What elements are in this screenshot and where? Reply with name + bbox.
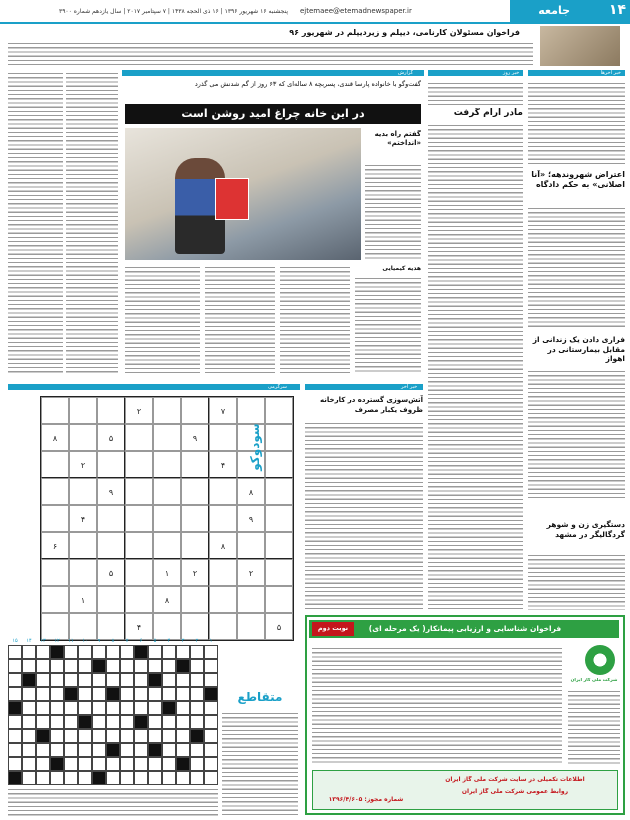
ad-footer-date: شماره مجوز: ۱۳۹۶/۴/۶۰۵: [328, 796, 404, 803]
middle-col-intro: [428, 80, 523, 106]
crossword-cell: [176, 771, 190, 785]
feature-section-bar: [122, 70, 424, 76]
crossword-cell: [106, 743, 120, 757]
sudoku-cell: [265, 505, 293, 532]
crossword-cell: [50, 659, 64, 673]
sudoku-cell: [69, 397, 97, 424]
poster-photo: [215, 178, 249, 220]
top-story-body: [8, 40, 533, 65]
sudoku-cell: [181, 478, 209, 505]
crossword-cell: [50, 673, 64, 687]
crossword-cell: [22, 715, 36, 729]
right-headline-2: فراری دادن یک زندانی از مقابل بیمارستانی در اهواز: [532, 335, 625, 363]
section-title: جامعه: [538, 4, 570, 17]
sudoku-cell: [265, 478, 293, 505]
right-col-brief-1: [528, 80, 625, 165]
crossword-cell: [22, 645, 36, 659]
ad-title: فراخوان شناسایی و ارزیابی پیمانکار( یک مرحله ای): [368, 624, 562, 633]
crossword-cell: [134, 645, 148, 659]
crossword-cell: [78, 673, 92, 687]
crossword-cell: [36, 715, 50, 729]
crossword-cell: [148, 659, 162, 673]
sudoku-cell: ۴: [209, 451, 237, 478]
crossword-cell: [148, 771, 162, 785]
crossword-cell: [106, 715, 120, 729]
sudoku-cell: [209, 424, 237, 451]
crossword-cell: [120, 645, 134, 659]
sudoku-cell: [153, 451, 181, 478]
crossword-cell: [8, 659, 22, 673]
crossword-cell: [106, 729, 120, 743]
crossword-cell: [190, 715, 204, 729]
crossword-column-number: ۲: [195, 638, 199, 644]
feature-headline: در این خانه چراغ امید روشن است: [181, 107, 365, 120]
crossword-column-number: ۱۵: [12, 638, 18, 644]
sudoku-cell: [41, 559, 69, 586]
crossword-cell: [22, 729, 36, 743]
crossword-clues-right: [222, 710, 298, 815]
crossword-cell: [92, 673, 106, 687]
crossword-cell: [64, 701, 78, 715]
crossword-cell: [50, 771, 64, 785]
crossword-cell: [78, 701, 92, 715]
crossword-cell: [106, 757, 120, 771]
sudoku-cell: [125, 586, 153, 613]
sudoku-cell: ۲: [237, 559, 265, 586]
crossword-cell: [8, 757, 22, 771]
crossword-cell: [134, 743, 148, 757]
crossword-cell: [50, 729, 64, 743]
crossword-cell: [204, 659, 218, 673]
right-col-story-3: [528, 552, 625, 610]
sudoku-cell: [41, 478, 69, 505]
feature-sidebar-title: گفتم راه بدیه «انداختم»: [374, 130, 421, 147]
crossword-cell: [148, 743, 162, 757]
sudoku-cell: [153, 613, 181, 640]
crossword-cell: [36, 659, 50, 673]
crossword-column-number: ۱۰: [82, 638, 88, 644]
crossword-cell: [190, 659, 204, 673]
crossword-cell: [106, 645, 120, 659]
crossword-cell: [148, 701, 162, 715]
sudoku-cell: ۱: [153, 559, 181, 586]
crossword-cell: [50, 715, 64, 729]
crossword-cell: [22, 673, 36, 687]
sudoku-cell: ۹: [237, 505, 265, 532]
email-address: ejtemaee@etemadnewspaper.ir: [300, 7, 412, 15]
sudoku-cell: ۶: [41, 532, 69, 559]
crossword-column-number: ۱۴: [26, 638, 32, 644]
crossword-cell: [64, 659, 78, 673]
sudoku-cell: [97, 505, 125, 532]
top-story-headline: فراخوان مسئولان کارنامی، دیپلم و زیردیپلم در شهریور ۹۶: [289, 28, 520, 37]
sudoku-cell: [265, 559, 293, 586]
crossword-cell: [176, 743, 190, 757]
crossword-cell: [8, 701, 22, 715]
sudoku-cell: [209, 559, 237, 586]
crossword-cell: [120, 771, 134, 785]
crossword-cell: [36, 701, 50, 715]
crossword-cell: [22, 743, 36, 757]
sudoku-cell: ۲: [181, 559, 209, 586]
sudoku-cell: ۸: [209, 532, 237, 559]
crossword-cell: [120, 659, 134, 673]
crossword-cell: [120, 673, 134, 687]
crossword-column-number: ۹: [97, 638, 101, 644]
feature-body-3: [280, 264, 350, 374]
crossword-number-row: [8, 638, 218, 645]
sudoku-cell: [181, 613, 209, 640]
sudoku-cell: [237, 613, 265, 640]
crossword-cell: [148, 715, 162, 729]
sudoku-cell: [125, 451, 153, 478]
crossword-cell: [190, 771, 204, 785]
crossword-cell: [148, 673, 162, 687]
sudoku-cell: [97, 586, 125, 613]
crossword-cell: [50, 645, 64, 659]
crossword-column-number: ۷: [125, 638, 129, 644]
sudoku-cell: [41, 451, 69, 478]
sudoku-cell: [209, 478, 237, 505]
crossword-cell: [120, 729, 134, 743]
crossword-clues: [8, 786, 218, 816]
crossword-cell: [36, 743, 50, 757]
crossword-cell: [22, 659, 36, 673]
crossword-cell: [92, 729, 106, 743]
crossword-cell: [8, 771, 22, 785]
crossword-cell: [204, 645, 218, 659]
crossword-cell: [78, 659, 92, 673]
sudoku-cell: [265, 424, 293, 451]
sudoku-cell: [209, 505, 237, 532]
sudoku-cell: [125, 424, 153, 451]
feature-body-1: [125, 264, 200, 374]
crossword-cell: [204, 729, 218, 743]
crossword-cell: [134, 659, 148, 673]
crossword-column-number: ۱۱: [68, 638, 74, 644]
crossword-cell: [50, 701, 64, 715]
crossword-cell: [190, 757, 204, 771]
crossword-cell: [22, 771, 36, 785]
sudoku-cell: [69, 532, 97, 559]
sudoku-cell: [125, 505, 153, 532]
crossword-cell: [176, 687, 190, 701]
sudoku-cell: [153, 505, 181, 532]
sudoku-cell: ۹: [97, 478, 125, 505]
crossword-cell: [190, 701, 204, 715]
crossword-cell: [92, 771, 106, 785]
crossword-cell: [8, 673, 22, 687]
crossword-cell: [64, 729, 78, 743]
crossword-cell: [162, 687, 176, 701]
crossword-cell: [92, 701, 106, 715]
crossword-column-number: ۱۲: [54, 638, 60, 644]
fire-headline: آتش‌سوزی گسترده در کارخانه ظروف یکبار مصرف: [320, 396, 423, 414]
sudoku-cell: [125, 532, 153, 559]
left-col-a: [8, 70, 63, 375]
page-number: ۱۴: [608, 2, 626, 18]
crossword-cell: [162, 743, 176, 757]
crossword-cell: [190, 673, 204, 687]
crossword-cell: [162, 645, 176, 659]
sudoku-cell: [69, 478, 97, 505]
crossword-cell: [64, 673, 78, 687]
crossword-cell: [36, 687, 50, 701]
crossword-cell: [176, 715, 190, 729]
sudoku-cell: [265, 586, 293, 613]
crossword-cell: [22, 757, 36, 771]
sudoku-cell: ۷: [209, 397, 237, 424]
crossword-cell: [120, 715, 134, 729]
crossword-column-number: ۶: [139, 638, 143, 644]
crossword-title: متقاطع: [237, 690, 283, 704]
sudoku-cell: [181, 586, 209, 613]
crossword-cell: [176, 729, 190, 743]
crossword-cell: [134, 757, 148, 771]
puzzle-section-bar: [8, 384, 300, 390]
crossword-cell: [22, 701, 36, 715]
sudoku-cell: ۲: [125, 397, 153, 424]
crossword-cell: [8, 743, 22, 757]
crossword-cell: [64, 687, 78, 701]
crossword-cell: [162, 715, 176, 729]
sudoku-cell: [125, 559, 153, 586]
crossword-cell: [106, 687, 120, 701]
sudoku-cell: ۵: [265, 613, 293, 640]
sudoku-cell: [41, 613, 69, 640]
sudoku-cell: ۲: [69, 451, 97, 478]
crossword-cell: [78, 687, 92, 701]
feature-body-4: [355, 275, 421, 374]
sudoku-cell: [69, 559, 97, 586]
crossword-cell: [50, 687, 64, 701]
crossword-cell: [106, 659, 120, 673]
sudoku-cell: ۵: [97, 424, 125, 451]
ad-footer-line-2: روابط عمومی شرکت ملی گاز ایران: [461, 788, 569, 795]
feature-subhead: هدیه کیمیایی: [382, 265, 421, 272]
sudoku-cell: [41, 505, 69, 532]
sudoku-title: سودوکو: [248, 423, 262, 471]
right-section-label: خبر آخرها: [600, 70, 621, 76]
crossword-cell: [134, 729, 148, 743]
crossword-cell: [22, 687, 36, 701]
crossword-cell: [78, 645, 92, 659]
crossword-cell: [78, 743, 92, 757]
crossword-cell: [176, 673, 190, 687]
crossword-cell: [8, 645, 22, 659]
sudoku-cell: [237, 586, 265, 613]
crossword-cell: [78, 757, 92, 771]
crossword-cell: [36, 673, 50, 687]
sudoku-cell: [181, 532, 209, 559]
crossword-cell: [148, 757, 162, 771]
sudoku-cell: [265, 451, 293, 478]
crossword-column-number: ۸: [111, 638, 115, 644]
crossword-cell: [78, 715, 92, 729]
crossword-cell: [148, 729, 162, 743]
crossword-cell: [92, 715, 106, 729]
crossword-cell: [176, 645, 190, 659]
crossword-cell: [190, 645, 204, 659]
crossword-cell: [134, 771, 148, 785]
crossword-cell: [92, 757, 106, 771]
crossword-cell: [204, 673, 218, 687]
sudoku-cell: [69, 424, 97, 451]
crossword-cell: [162, 757, 176, 771]
crossword-cell: [190, 687, 204, 701]
crossword-cell: [204, 771, 218, 785]
crossword-cell: [148, 645, 162, 659]
crossword-cell: [78, 771, 92, 785]
sudoku-cell: ۸: [237, 478, 265, 505]
crossword-cell: [36, 729, 50, 743]
crossword-cell: [92, 743, 106, 757]
sudoku-cell: [153, 478, 181, 505]
crossword-cell: [162, 771, 176, 785]
sudoku-cell: ۱: [69, 586, 97, 613]
crossword-cell: [106, 701, 120, 715]
crossword-column-number: ۳: [181, 638, 185, 644]
crossword-cell: [36, 645, 50, 659]
sudoku-cell: [97, 451, 125, 478]
middle-section-label: خبر روز: [503, 70, 520, 76]
crossword-cell: [162, 729, 176, 743]
right-col-story-1: [528, 205, 625, 330]
crossword-cell: [120, 757, 134, 771]
sudoku-cell: ۸: [41, 424, 69, 451]
crossword-cell: [64, 743, 78, 757]
crossword-cell: [8, 715, 22, 729]
crossword-cell: [106, 771, 120, 785]
crossword-cell: [204, 715, 218, 729]
ad-body: [312, 645, 562, 765]
crossword-cell: [190, 743, 204, 757]
crossword-column-number: ۱: [209, 638, 213, 644]
crossword-cell: [8, 687, 22, 701]
crossword-cell: [176, 701, 190, 715]
crossword-column-number: ۱۳: [40, 638, 46, 644]
sudoku-cell: ۹: [181, 424, 209, 451]
sudoku-cell: [97, 532, 125, 559]
sudoku-cell: ۸: [153, 586, 181, 613]
ad-badge-text: نوبت دوم: [317, 624, 349, 632]
crossword-cell: [190, 729, 204, 743]
crossword-cell: [92, 687, 106, 701]
sudoku-cell: [153, 397, 181, 424]
crossword-cell: [120, 701, 134, 715]
crossword-cell: [204, 701, 218, 715]
crossword-column-number: ۴: [167, 638, 171, 644]
crossword-cell: [134, 673, 148, 687]
issue-date-line: پنجشنبه ۱۶ شهریور ۱۳۹۶ | ۱۶ ذی الحجه ۱۴۳۸ | ۷ سپتامبر ۲۰۱۷ | سال یازدهم شماره ۳۹۰۰: [58, 8, 288, 15]
crossword-cell: [162, 659, 176, 673]
crossword-cell: [120, 743, 134, 757]
crossword-cell: [92, 645, 106, 659]
crossword-cell: [134, 701, 148, 715]
middle-col-body: [428, 122, 523, 612]
crossword-cell: [50, 743, 64, 757]
sudoku-cell: ۴: [69, 505, 97, 532]
crossword-cell: [204, 757, 218, 771]
sudoku-cell: [181, 451, 209, 478]
crossword-cell: [204, 687, 218, 701]
sudoku-cell: [265, 397, 293, 424]
crossword-cell: [64, 715, 78, 729]
sudoku-cell: [265, 532, 293, 559]
crossword-cell: [64, 757, 78, 771]
feature-body-2: [205, 264, 275, 374]
crossword-cell: [106, 673, 120, 687]
sudoku-cell: [69, 613, 97, 640]
sudoku-cell: [237, 532, 265, 559]
crossword-cell: [8, 729, 22, 743]
left-col-b: [66, 70, 118, 375]
right-col-story-2: [528, 368, 625, 498]
crossword-cell: [176, 659, 190, 673]
sudoku-cell: [153, 424, 181, 451]
sudoku-cell: [97, 613, 125, 640]
sudoku-cell: [41, 397, 69, 424]
feature-sidebar-body: [365, 162, 421, 260]
fire-section-label: خبر آخر: [401, 384, 418, 390]
crossword-cell: [134, 715, 148, 729]
sudoku-cell: ۴: [125, 613, 153, 640]
crossword-cell: [36, 757, 50, 771]
ad-footer-line-1: اطلاعات تکمیلی در سایت شرکت ملی گاز ایران: [445, 776, 585, 783]
sudoku-cell: [153, 532, 181, 559]
sudoku-cell: [181, 397, 209, 424]
gas-company-logo: [585, 645, 615, 675]
feature-section-label: گزارش: [398, 70, 414, 76]
crossword-cell: [204, 743, 218, 757]
sudoku-cell: ۵: [97, 559, 125, 586]
fire-body: [305, 420, 423, 610]
crossword-cell: [176, 757, 190, 771]
feature-kicker: گفت‌وگو با خانواده پارسا قندی، پسربچه ۸ ساله‌ای که ۶۳ روز از گم شدنش می گذرد: [194, 80, 421, 88]
crossword-cell: [162, 701, 176, 715]
crossword-cell: [50, 757, 64, 771]
crossword-cell: [134, 687, 148, 701]
right-headline-3: دستگیری زن و شوهر گردگالیگر در مشهد: [546, 520, 625, 539]
crossword-column-number: ۵: [153, 638, 157, 644]
sudoku-cell: [125, 478, 153, 505]
sudoku-cell: [209, 613, 237, 640]
crossword-cell: [64, 771, 78, 785]
right-headline-1: اعتراض شهروندهه؛ «آنا اصلانی» به حکم دادگاه: [531, 170, 625, 189]
ad-body-right: [568, 688, 620, 765]
crossword-cell: [92, 659, 106, 673]
sudoku-cell: [97, 397, 125, 424]
crossword-cell: [162, 673, 176, 687]
crossword-cell: [64, 645, 78, 659]
puzzle-section-label: سرگرمی: [268, 384, 287, 390]
crossword-grid: [8, 645, 218, 785]
sudoku-cell: [41, 586, 69, 613]
middle-headline: مادر آرام گرفت: [453, 108, 523, 118]
crossword-cell: [78, 729, 92, 743]
ad-company-name: شرکت ملی گاز ایران: [570, 678, 618, 683]
crossword-cell: [148, 687, 162, 701]
crossword-cell: [36, 771, 50, 785]
sudoku-cell: [181, 505, 209, 532]
sudoku-cell: [209, 586, 237, 613]
top-story-photo: [540, 26, 620, 66]
crossword-cell: [120, 687, 134, 701]
